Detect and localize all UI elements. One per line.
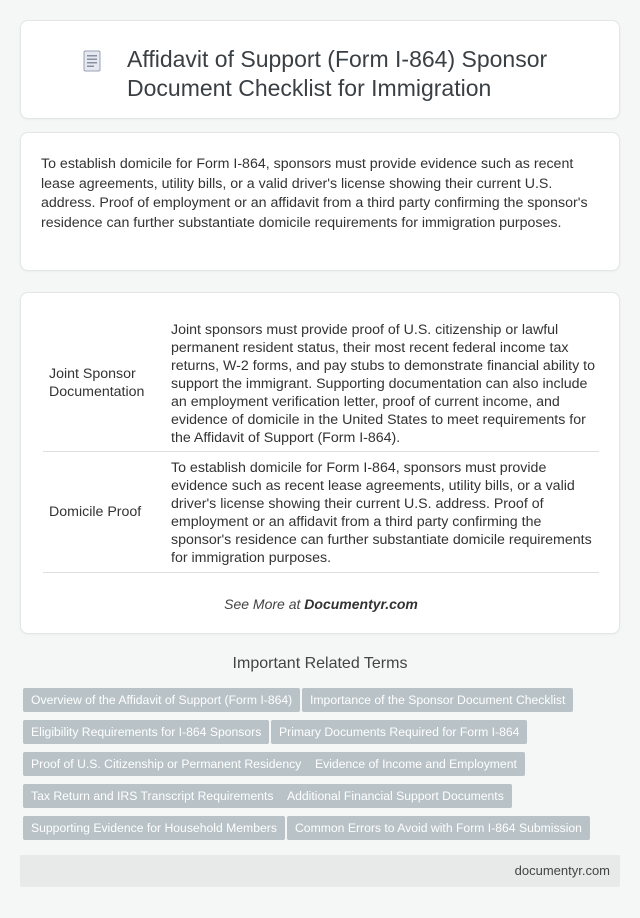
footer [20,855,620,887]
related-term-tag[interactable]: Common Errors to Avoid with Form I-864 Submission [287,816,590,840]
header-card [20,20,620,119]
related-term-tag[interactable]: Proof of U.S. Citizenship or Permanent Residency [23,752,309,776]
see-more-prefix: See More at [224,596,301,612]
related-term-tag[interactable]: Eligibility Requirements for I-864 Sponsors [23,720,269,744]
row-label: Domicile Proof [49,504,142,520]
related-term-tag[interactable]: Overview of the Affidavit of Support (Form I-864) [23,688,300,712]
row-description: To establish domicile for Form I-864, sponsors must provide evidence such as recent lease agreements, utility bills, or a valid driver's license showing their current U.S. address. Proof of employment or an affidavit from a third party confirming the sponsor's residence can further substantiate domicile requirements for immigration purposes. [171,460,592,566]
row-label: Joint Sponsor Documentation [49,365,145,400]
see-more-site[interactable]: Documentyr.com [304,596,418,612]
see-more-link[interactable] [21,596,621,612]
related-term-tag[interactable]: Tax Return and IRS Transcript Requirements [23,784,282,808]
intro-paragraph: To establish domicile for Form I-864, sponsors must provide evidence such as recent lease agreements, utility bills, or a valid driver's license showing their current U.S. address. Proof of employment or an affidavit from a third party confirming the sponsor's residence can further substantiate domicile requirements for immigration purposes. [41,156,588,231]
row-description: Joint sponsors must provide proof of U.S. citizenship or lawful permanent resident status, their most recent federal income tax returns, W-2 forms, and pay stubs to demonstrate financial ability to support the immigrant. Supporting documentation can also include an employment verification letter, proof of current income, and evidence of domicile in the United States to meet requirements for the Affidavit of Support (Form I-864). [171,322,595,446]
document-icon [83,50,101,72]
related-term-tag[interactable]: Additional Financial Support Documents [279,784,512,808]
table-row [43,314,599,452]
table-row [43,452,599,573]
footer-site-link[interactable]: documentyr.com [514,863,610,878]
intro-card [20,132,620,271]
related-term-tag[interactable]: Supporting Evidence for Household Members [23,816,285,840]
related-term-tag[interactable]: Importance of the Sponsor Document Checklist [302,688,573,712]
related-term-tag[interactable]: Primary Documents Required for Form I-864 [271,720,527,744]
checklist-table [20,292,620,634]
related-terms-title: Important Related Terms [232,655,408,672]
related-term-tag[interactable]: Evidence of Income and Employment [307,752,525,776]
page-title: Affidavit of Support (Form I-864) Sponsor Document Checklist for Immigration [127,46,548,101]
